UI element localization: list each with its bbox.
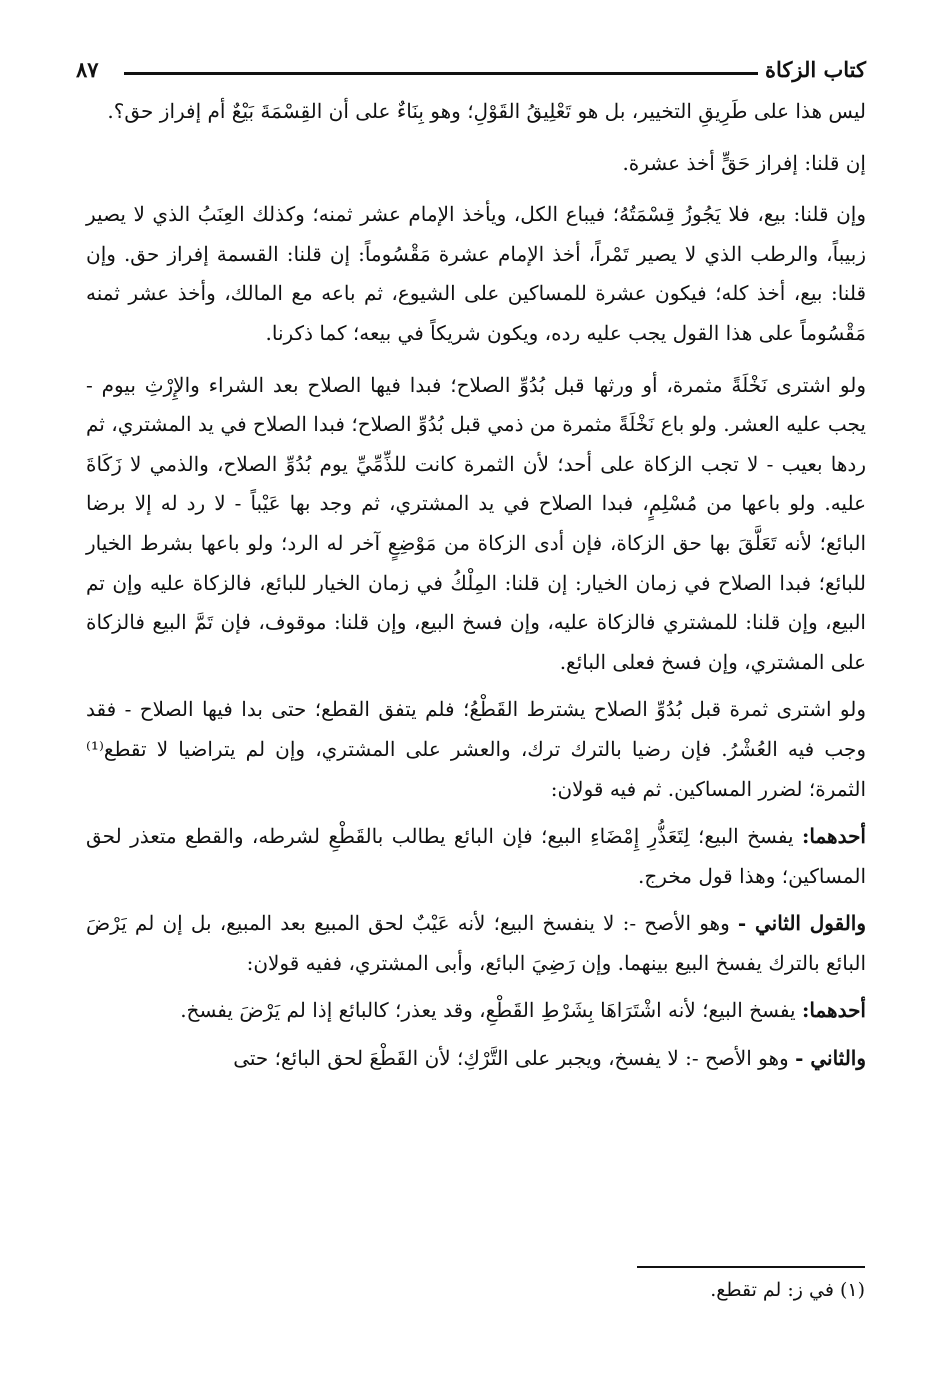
paragraph-text: يفسخ البيع؛ لأنه اشْتَرَاهَا بِشَرْطِ القَطْعِ، وقد يعذر؛ كالبائع إذا لم يَرْضَ يفسخ.: [180, 998, 802, 1023]
header-rule: [124, 72, 758, 75]
paragraph-text: وهو الأصح -: لا ينفسخ البيع؛ لأنه عَيْبٌ لحق المبيع بعد المبيع، بل إن لم يَرْضَ البائع بالترك يفسخ البيع بينهما. وإن رَضِيَ البائع، وأبى المشتري، ففيه قولان:: [86, 911, 866, 975]
paragraph-2: [86, 144, 866, 184]
paragraph-1: [86, 92, 866, 132]
paragraph-text: ولو اشترى نَخْلَةً مثمرة، أو ورثها قبل بُدُوِّ الصلاح؛ فبدا فيها الصلاح بعد الشراء والإِرْثِ بيوم - يجب عليه العشر. ولو باع نَخْلَةً مثمرة من ذمي قبل بُدُوِّ الصلاح؛ فبدا الصلاح في يد المشتري، ثم ردها بعيب - لا تجب الزكاة على أحد؛ لأن الثمرة كانت للذِّمِّيِّ يوم بُدُوِّ الصلاح، والذمي لا زَكَاةَ عليه. ولو باعها من مُسْلِمٍ، فبدا الصلاح في يد المشتري، ثم وجد بها عَيْباً - لا رد له إلا برضا البائع؛ لأنه تَعَلَّقَ بها حق الزكاة، فإن أدى الزكاة من مَوْضِعٍ آخر له الرد؛ ولو باعها بشرط الخيار للبائع؛ فبدا الصلاح في زمان الخيار: إن قلنا: المِلْكُ في زمان الخيار للبائع، فالزكاة عليه وإن تم البيع، وإن قلنا: للمشتري فالزكاة عليه، وإن فسخ البيع، وإن قلنا: موقوف، فإن تَمَّ البيع فالزكاة على المشتري، وإن فسخ فعلى البائع.: [86, 372, 867, 674]
paragraph-text: ولو اشترى ثمرة قبل بُدُوِّ الصلاح يشترط القَطْعُ؛ فلم يتفق القطع؛ حتى بدا فيها الصلاح - فقد وجب فيه العُشْرُ. فإن رضيا بالترك ترك، والعشر على المشتري، وإن لم يتراضيا لا تقطع⁽¹⁾ الثمرة؛ لضرر المساكين. ثم فيه قولان:: [86, 697, 866, 801]
paragraph-5: [86, 690, 866, 809]
paragraph-text: وهو الأصح -: لا يفسخ، ويجبر على التَّرْكِ؛ لأن القَطْعَ لحق البائع؛ حتى: [233, 1046, 796, 1071]
main-text: [86, 92, 866, 1079]
paragraph-lead: والثاني -: [795, 1046, 866, 1071]
chapter-title: كتاب الزكاة: [764, 57, 866, 82]
paragraph-text: إن قلنا: إفراز حَقٍّ أخذ عشرة.: [622, 150, 866, 175]
paragraph-lead: أحدهما:: [801, 998, 866, 1023]
paragraph-9: [86, 1039, 866, 1079]
paragraph-lead: والقول الثاني -: [737, 911, 867, 936]
paragraph-7: [86, 904, 866, 983]
footnote-separator: [637, 1266, 865, 1268]
paragraph-4: [86, 366, 866, 683]
footnote: (١) في ز: لم تقطع.: [710, 1279, 865, 1301]
paragraph-6: [86, 817, 866, 896]
paragraph-lead: أحدهما:: [801, 824, 866, 849]
page-number: ٨٧: [76, 57, 99, 82]
paragraph-text: يفسخ البيع؛ لِتَعَذُّرِ إِمْضَاءِ البيع؛ فإن البائع يطالب بالقَطْعِ لشرطه، والقطع متعذر لحق المساكين؛ وهذا قول مخرج.: [86, 824, 866, 888]
paragraph-3: [86, 195, 866, 353]
paragraph-8: [86, 991, 866, 1031]
page-header: [76, 44, 866, 84]
paragraph-text: وإن قلنا: بيع، فلا يَجُوزُ قِسْمَتُهُ؛ فيباع الكل، ويأخذ الإمام عشر ثمنه؛ وكذلك العِنَبُ الذي لا يصير زبيباً، والرطب الذي لا يصير تَمْراً، أخذ الإمام عشرة مَقْسُوماً: إن قلنا: القسمة إفراز حق. وإن قلنا: بيع، أخذ كله؛ فيكون عشرة للمساكين على الشيوع، ثم باعه مع المالك، وأخذ عشر ثمنه مَقْسُوماً على هذا القول يجب عليه رده، ويكون شريكاً في بيعه؛ كما ذكرنا.: [86, 202, 866, 345]
paragraph-text: ليس هذا على طَرِيقِ التخيير، بل هو تَعْلِيقُ القَوْلِ؛ وهو بِنَاءٌ على أن القِسْمَةَ بَيْعٌ أم إفراز حق؟.: [107, 99, 866, 123]
